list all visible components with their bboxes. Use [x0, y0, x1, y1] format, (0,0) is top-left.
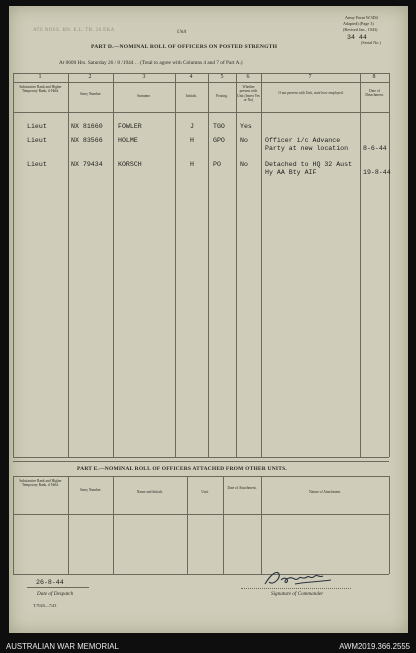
col-head-number: Army Number.: [79, 92, 102, 96]
col-num-2: 2: [88, 74, 92, 80]
form-ref-2: Adapted) (Page 3): [343, 21, 374, 26]
col-head-employed: If not present with Unit, state how employed.: [278, 91, 344, 95]
pe-border-3: [187, 476, 188, 574]
row1-number: NX 81660: [71, 123, 103, 130]
col-border-6: [261, 73, 262, 457]
row3-date: 19-8-44: [363, 169, 391, 176]
col-num-6: 6: [246, 74, 250, 80]
row3-employed-line1: Detached to HQ 32 Aust: [265, 161, 353, 168]
pe-head-number: Army Number.: [79, 488, 102, 492]
unit-label: Unit: [177, 29, 187, 35]
caption-bar: [0, 640, 416, 653]
signature-label: Signature of Commander: [271, 591, 324, 597]
row3-surname: KORSCH: [118, 161, 142, 168]
row2-number: NX 83566: [71, 137, 103, 144]
col-num-8: 8: [372, 74, 376, 80]
pe-border-0: [13, 476, 14, 574]
row2-rank: Lieut: [27, 137, 47, 144]
row2-employed-line1: Officer i/c Advance: [265, 137, 341, 144]
row1-rank: Lieut: [27, 123, 47, 130]
col-head-rank: Substantive Rank and Higher Temporary Rank, if Held.: [19, 85, 62, 94]
table-bottom-rule: [13, 457, 389, 458]
pe-head-name: Name and Initials.: [136, 490, 164, 494]
col-num-7: 7: [308, 74, 312, 80]
table-top-rule: [13, 73, 389, 74]
col-border-0: [13, 73, 14, 457]
part-e-head-top: [13, 476, 389, 477]
row2-initials: H: [190, 137, 194, 144]
pe-border-6: [389, 476, 390, 574]
serial-label: (Serial No.): [361, 40, 381, 45]
pe-border-5: [261, 476, 262, 574]
part-e-head-bottom: [13, 514, 389, 515]
signature-rule: [241, 588, 351, 589]
despatch-rule: [27, 587, 89, 588]
row1-initials: J: [190, 123, 194, 130]
row3-present: No: [240, 161, 248, 168]
document-sheet: [9, 6, 408, 633]
caption-left: AUSTRALIAN WAR MEMORIAL: [6, 642, 119, 651]
row2-present: No: [240, 137, 248, 144]
printer-mark: T.7020—7/43: [33, 603, 57, 608]
col-border-7: [360, 73, 361, 457]
pe-head-nature: Nature of Attachment.: [308, 490, 342, 494]
table-head-rule: [13, 112, 389, 113]
row1-present: Yes: [240, 123, 252, 130]
col-num-1: 1: [38, 74, 42, 80]
caption-right: AWM2019.366.2555: [339, 642, 410, 651]
col-border-3: [175, 73, 176, 457]
col-border-2: [113, 73, 114, 457]
row1-surname: FOWLER: [118, 123, 142, 130]
row3-initials: H: [190, 161, 194, 168]
row2-date: 8-6-44: [363, 145, 387, 152]
col-head-posting: Posting.: [216, 94, 228, 98]
form-ref-1: Army Form W.3D4: [345, 15, 378, 20]
commander-signature: [261, 568, 341, 590]
row3-employed-line2: Hy AA Bty AIF: [265, 169, 317, 176]
serial-value: 34 44: [347, 34, 367, 41]
row3-posting: PO: [213, 161, 221, 168]
pe-border-1: [68, 476, 69, 574]
pe-border-2: [113, 476, 114, 574]
table-num-rule: [13, 82, 389, 83]
col-border-1: [68, 73, 69, 457]
col-border-4: [208, 73, 209, 457]
pe-head-rank: Substantive Rank and Higher Temporary Rank, if Held.: [19, 479, 62, 488]
pe-border-4: [223, 476, 224, 574]
col-head-date: Date of Detachment.: [365, 89, 384, 98]
col-head-present: Whether present with Unit (Insert Yes or No): [237, 85, 260, 103]
col-head-surname: Surname.: [137, 94, 151, 98]
row2-posting: GPO: [213, 137, 225, 144]
col-border-8: [389, 73, 390, 457]
col-num-5: 5: [220, 74, 224, 80]
unit-stamp: ATS NOSS. BN. E.L. TR. 26 EKA: [33, 28, 115, 33]
col-num-4: 4: [189, 74, 193, 80]
col-border-5: [236, 73, 237, 457]
pe-head-date: Date of Attachment.: [227, 486, 257, 490]
row3-number: NX 79434: [71, 161, 103, 168]
col-head-initials: Initials.: [186, 94, 197, 98]
pe-head-unit: Unit.: [201, 490, 209, 494]
part-e-title: PART E.—NOMINAL ROLL OF OFFICERS ATTACHED FROM OTHER UNITS.: [77, 466, 287, 472]
despatch-label: Date of Despatch: [37, 591, 74, 597]
row1-posting: TGO: [213, 123, 225, 130]
part-d-title: PART D.—NOMINAL ROLL OF OFFICERS ON POSTED STRENGTH: [91, 44, 278, 50]
row3-rank: Lieut: [27, 161, 47, 168]
strength-line: At 0600 Hrs. Saturday 26 / 8 /1944 . . (Total to agree with Columns 4 and 7 of Part A.): [59, 60, 243, 66]
col-num-3: 3: [142, 74, 146, 80]
form-ref-3: (Revised Jan., 1943): [343, 27, 378, 32]
part-e-top-rule: [13, 461, 389, 462]
row2-surname: HOLME: [118, 137, 138, 144]
despatch-date: 26-8-44: [36, 579, 64, 586]
row2-employed-line2: Party at new location: [265, 145, 349, 152]
